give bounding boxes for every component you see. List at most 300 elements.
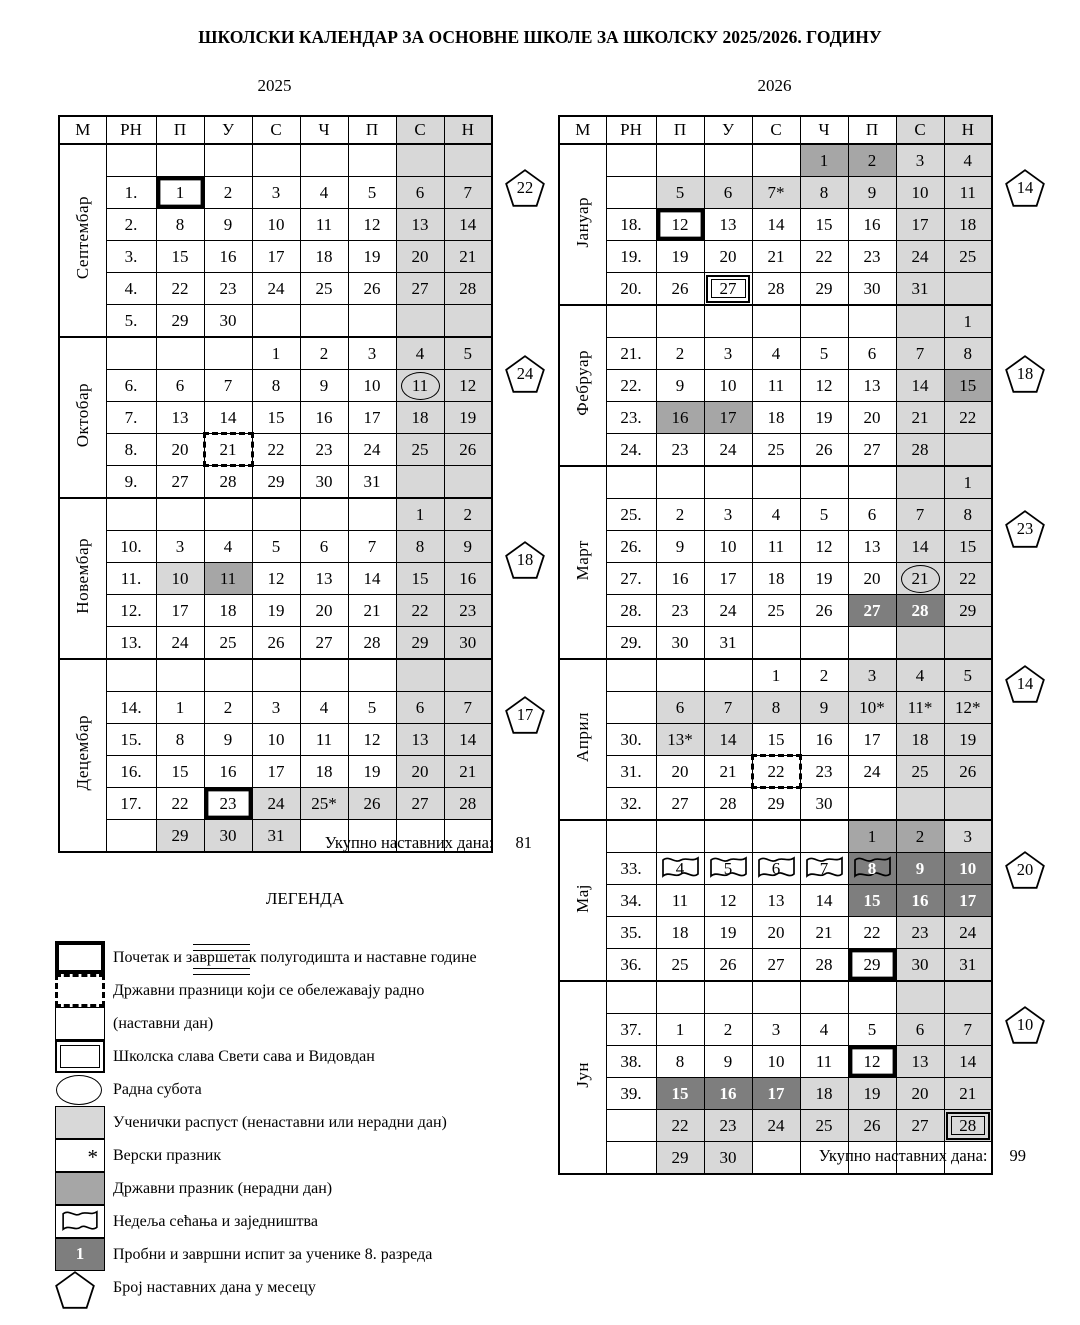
day-cell — [896, 531, 944, 563]
calendar-week-row — [559, 659, 992, 692]
day-number: 4 — [319, 697, 329, 717]
day-cell — [944, 595, 992, 627]
day-cell — [156, 788, 204, 820]
day-number: 13 — [863, 536, 881, 556]
day-cell — [348, 434, 396, 466]
day-number: 30 — [219, 310, 237, 330]
day-cell — [752, 659, 800, 692]
day-cell — [752, 499, 800, 531]
day-cell — [896, 434, 944, 467]
header-cell: Ч — [800, 116, 848, 144]
calendar-week-row — [559, 177, 992, 209]
calendar-week-row — [59, 370, 492, 402]
legend-item-label: Радна субота — [113, 1080, 202, 1098]
day-number: 6 — [675, 697, 685, 717]
day-cell — [752, 917, 800, 949]
day-cell — [752, 853, 800, 885]
day-number: 16 — [315, 407, 333, 427]
header-cell: У — [204, 116, 252, 144]
day-cell — [252, 724, 300, 756]
legend-item-label: Ученички распуст (ненаставни или нерадни дан) — [113, 1113, 447, 1131]
day-number: 2 — [675, 343, 685, 363]
day-cell — [156, 531, 204, 563]
day-cell — [300, 563, 348, 595]
day-number: 26 — [671, 278, 689, 298]
day-number: 28 — [219, 471, 237, 491]
calendar-week-row — [559, 1046, 992, 1078]
day-number: 14 — [959, 1051, 977, 1071]
day-number: 26 — [363, 278, 381, 298]
day-number: 11 — [767, 375, 785, 395]
week-ordinal-cell: 4. — [106, 273, 156, 305]
calendar-week-row — [559, 853, 992, 885]
day-number: 6 — [771, 858, 781, 878]
day-number: 16 — [911, 890, 929, 910]
day-number: 19 — [671, 246, 689, 266]
day-number: 19 — [267, 600, 285, 620]
month-label: Април — [572, 712, 592, 762]
week-ordinal-cell: 37. — [606, 1014, 656, 1046]
day-number: 2 — [819, 665, 829, 685]
day-number: 12* — [955, 697, 981, 717]
teaching-days-pentagon — [1005, 355, 1045, 393]
day-number: 29 — [671, 1147, 689, 1167]
legend-swatch-dash — [55, 974, 105, 1007]
week-ordinal-cell: 5. — [106, 305, 156, 338]
day-number: 19 — [719, 922, 737, 942]
day-number: 28 — [459, 278, 477, 298]
day-number: 29 — [815, 278, 833, 298]
day-number: 25 — [959, 246, 977, 266]
legend-swatch-exam: 1 — [55, 1238, 105, 1271]
day-number: 23 — [315, 439, 333, 459]
week-ordinal-cell: 22. — [606, 370, 656, 402]
day-cell — [944, 402, 992, 434]
teaching-days-count: 24 — [516, 363, 534, 383]
calendar-week-row — [59, 305, 492, 338]
day-cell — [656, 531, 704, 563]
day-cell — [204, 563, 252, 595]
day-cell — [800, 466, 848, 499]
day-number: 2 — [723, 1019, 733, 1039]
day-number: 22 — [171, 278, 189, 298]
day-number: 20 — [411, 761, 429, 781]
revision-mark — [193, 968, 250, 975]
day-cell — [800, 1014, 848, 1046]
day-number: 30 — [315, 471, 333, 491]
day-cell — [752, 885, 800, 917]
day-cell — [156, 466, 204, 499]
day-cell — [848, 305, 896, 338]
day-number: 2 — [867, 150, 877, 170]
day-cell — [800, 177, 848, 209]
teaching-days-pentagon — [1005, 851, 1045, 889]
day-number: 1 — [771, 665, 781, 685]
day-cell — [348, 692, 396, 724]
month-cell — [559, 305, 606, 466]
day-cell — [944, 466, 992, 499]
day-number: 23 — [863, 246, 881, 266]
calendar-week-row — [559, 627, 992, 660]
day-cell — [396, 177, 444, 209]
day-number: 17 — [363, 407, 381, 427]
day-cell — [656, 1078, 704, 1110]
calendar-table — [58, 115, 493, 853]
day-number: 9 — [223, 214, 233, 234]
teaching-days-pentagon — [505, 696, 545, 734]
day-number: 13 — [719, 214, 737, 234]
day-number: 14 — [767, 214, 785, 234]
legend-item — [55, 974, 615, 1007]
day-cell — [896, 209, 944, 241]
day-cell — [896, 1110, 944, 1142]
legend-item-label: Верски празник — [113, 1146, 222, 1164]
day-cell — [704, 177, 752, 209]
teaching-days-pentagon — [505, 541, 545, 579]
day-cell — [444, 370, 492, 402]
day-number: 8 — [175, 729, 185, 749]
day-cell — [752, 627, 800, 660]
day-number: 26 — [267, 632, 285, 652]
day-number: 31 — [267, 825, 285, 845]
day-cell — [704, 820, 752, 853]
day-number: 5 — [819, 343, 829, 363]
day-cell — [896, 466, 944, 499]
day-cell — [252, 273, 300, 305]
day-number: 4 — [819, 1019, 829, 1039]
calendar-week-row — [559, 756, 992, 788]
day-cell — [944, 1014, 992, 1046]
day-cell — [896, 949, 944, 982]
day-cell — [752, 724, 800, 756]
day-cell — [348, 209, 396, 241]
calendar-week-row — [59, 434, 492, 466]
day-number: 10 — [267, 214, 285, 234]
day-number: 24 — [171, 632, 189, 652]
day-cell — [896, 724, 944, 756]
day-number: 26 — [959, 761, 977, 781]
day-cell — [896, 370, 944, 402]
day-number: 26 — [719, 954, 737, 974]
week-ordinal-cell — [606, 466, 656, 499]
calendar-week-row — [559, 273, 992, 306]
day-number: 12 — [863, 1051, 881, 1071]
day-cell — [396, 370, 444, 402]
revision-mark — [193, 944, 250, 951]
day-cell — [704, 981, 752, 1014]
day-cell — [848, 724, 896, 756]
teaching-days-count: 18 — [516, 549, 534, 569]
calendar-week-row — [559, 241, 992, 273]
day-cell — [444, 337, 492, 370]
day-cell — [252, 144, 300, 177]
day-cell — [944, 338, 992, 370]
day-number: 26 — [863, 1115, 881, 1135]
legend-item-label: Недеља сећања и заједништва — [113, 1212, 318, 1230]
day-number: 21 — [815, 922, 833, 942]
day-cell — [704, 273, 752, 306]
day-number: 18 — [219, 600, 237, 620]
calendar-week-row — [59, 209, 492, 241]
day-number: 25 — [315, 278, 333, 298]
day-cell — [348, 724, 396, 756]
day-cell — [348, 402, 396, 434]
day-cell — [800, 241, 848, 273]
day-number: 12 — [671, 214, 689, 234]
day-number: 13 — [411, 729, 429, 749]
day-cell — [800, 273, 848, 306]
day-cell — [300, 595, 348, 627]
day-cell — [752, 241, 800, 273]
week-ordinal-cell — [606, 820, 656, 853]
day-cell — [156, 241, 204, 273]
day-cell — [656, 338, 704, 370]
day-number: 28 — [911, 439, 929, 459]
day-number: 16 — [671, 568, 689, 588]
day-cell — [156, 337, 204, 370]
week-ordinal-cell: 17. — [106, 788, 156, 820]
day-cell — [396, 498, 444, 531]
week-ordinal-cell: 30. — [606, 724, 656, 756]
legend-item-label: Државни празници који се обележавају радно — [113, 981, 425, 999]
day-number: 17 — [171, 600, 189, 620]
day-number: 20 — [171, 439, 189, 459]
calendar-week-row — [59, 595, 492, 627]
day-number: 11 — [411, 375, 429, 395]
day-cell — [848, 949, 896, 982]
day-cell — [944, 370, 992, 402]
day-number: 20 — [911, 1083, 929, 1103]
day-number: 7 — [915, 504, 925, 524]
month-cell — [59, 144, 106, 337]
day-number: 6 — [867, 504, 877, 524]
legend-item — [55, 1205, 615, 1238]
day-cell — [444, 209, 492, 241]
day-cell — [348, 531, 396, 563]
day-cell — [656, 1046, 704, 1078]
day-cell — [848, 692, 896, 724]
day-cell — [444, 756, 492, 788]
day-cell — [848, 177, 896, 209]
legend-item-label: Почетак и завршетак полугодишта и наставне године — [113, 949, 477, 967]
day-cell — [848, 370, 896, 402]
day-number: 24 — [911, 246, 929, 266]
day-cell — [300, 498, 348, 531]
day-cell — [396, 756, 444, 788]
week-ordinal-cell — [106, 498, 156, 531]
day-cell — [896, 177, 944, 209]
week-ordinal-cell — [606, 692, 656, 724]
calendar-week-row — [559, 692, 992, 724]
day-number: 24 — [767, 1115, 785, 1135]
day-cell — [752, 756, 800, 788]
day-cell — [944, 209, 992, 241]
day-cell — [156, 402, 204, 434]
day-number: 7 — [367, 536, 377, 556]
day-cell — [300, 692, 348, 724]
week-ordinal-cell: 9. — [106, 466, 156, 499]
calendar-week-row — [559, 949, 992, 982]
day-number: 23 — [671, 439, 689, 459]
day-cell — [252, 563, 300, 595]
day-cell — [896, 563, 944, 595]
day-number: 21 — [959, 1083, 977, 1103]
day-cell — [204, 273, 252, 305]
week-ordinal-cell: 36. — [606, 949, 656, 982]
day-cell — [896, 917, 944, 949]
month-label: Јун — [572, 1062, 592, 1088]
calendar-week-row — [559, 981, 992, 1014]
month-cell — [59, 659, 106, 852]
day-cell — [204, 788, 252, 820]
teaching-days-count: 10 — [1016, 1014, 1034, 1034]
week-ordinal-cell: 34. — [606, 885, 656, 917]
month-label: Мај — [572, 883, 592, 913]
day-cell — [396, 531, 444, 563]
day-number: 18 — [315, 761, 333, 781]
day-number: 6 — [915, 1019, 925, 1039]
legend-swatch-ellipse — [55, 1073, 105, 1106]
day-number: 14 — [911, 375, 929, 395]
calendar-week-row — [559, 305, 992, 338]
day-cell — [896, 659, 944, 692]
day-cell — [156, 627, 204, 660]
day-cell — [444, 595, 492, 627]
day-cell — [800, 917, 848, 949]
day-number: 11 — [959, 182, 976, 202]
day-number: 27 — [719, 278, 737, 298]
day-cell — [944, 627, 992, 660]
day-number: 19 — [363, 246, 381, 266]
week-ordinal-cell: 15. — [106, 724, 156, 756]
day-cell — [396, 273, 444, 305]
day-number: 25 — [815, 1115, 833, 1135]
day-number: 18 — [959, 214, 977, 234]
calendar-week-row — [559, 917, 992, 949]
day-cell — [848, 1014, 896, 1046]
week-ordinal-cell: 14. — [106, 692, 156, 724]
day-number: 1 — [175, 697, 185, 717]
day-number: 23 — [671, 600, 689, 620]
day-cell — [300, 466, 348, 499]
day-number: 16 — [671, 407, 689, 427]
teaching-days-pentagon — [1005, 1006, 1045, 1044]
day-cell — [704, 788, 752, 821]
day-number: 27 — [863, 600, 881, 620]
header-cell: С — [252, 116, 300, 144]
day-cell — [656, 466, 704, 499]
day-cell — [656, 177, 704, 209]
day-cell — [156, 563, 204, 595]
day-cell — [156, 659, 204, 692]
day-number: 24 — [863, 761, 881, 781]
day-cell — [348, 563, 396, 595]
day-number: 1 — [415, 504, 425, 524]
day-cell — [704, 627, 752, 660]
total-value: 99 — [1009, 1146, 1026, 1165]
calendar-week-row — [59, 144, 492, 177]
day-cell — [704, 531, 752, 563]
day-cell — [656, 434, 704, 467]
calendar-week-row — [59, 177, 492, 209]
day-number: 1 — [867, 826, 877, 846]
day-number: 17 — [863, 729, 881, 749]
day-cell — [944, 692, 992, 724]
header-cell: П — [156, 116, 204, 144]
day-number: 23 — [815, 761, 833, 781]
day-number: 1 — [675, 1019, 685, 1039]
day-cell — [348, 466, 396, 499]
day-cell — [348, 273, 396, 305]
header-cell: РН — [106, 116, 156, 144]
day-number: 23 — [219, 793, 237, 813]
day-number: 7* — [767, 182, 785, 202]
day-cell — [204, 692, 252, 724]
day-cell — [704, 724, 752, 756]
day-cell — [252, 498, 300, 531]
legend-swatch-pentagon — [55, 1271, 105, 1304]
day-cell — [848, 402, 896, 434]
month-cell — [559, 659, 606, 820]
day-number: 25 — [767, 600, 785, 620]
day-number: 23 — [911, 922, 929, 942]
day-cell — [396, 241, 444, 273]
week-ordinal-cell: 18. — [606, 209, 656, 241]
legend-swatch-plain — [55, 1007, 105, 1040]
day-number: 27 — [671, 793, 689, 813]
day-number: 11 — [315, 729, 333, 749]
day-number: 14 — [459, 729, 477, 749]
day-cell — [848, 627, 896, 660]
day-number: 1 — [175, 182, 185, 202]
day-cell — [444, 659, 492, 692]
day-cell — [396, 402, 444, 434]
day-cell — [704, 1078, 752, 1110]
day-cell — [848, 885, 896, 917]
day-number: 16 — [719, 1083, 737, 1103]
header-cell: Ч — [300, 116, 348, 144]
day-number: 17 — [911, 214, 929, 234]
day-number: 10 — [959, 858, 977, 878]
day-number: 1 — [963, 311, 972, 331]
day-number: 30 — [459, 632, 477, 652]
day-number: 4 — [771, 343, 781, 363]
day-number: 17 — [719, 568, 737, 588]
day-number: 16 — [459, 568, 477, 588]
day-cell — [848, 595, 896, 627]
day-number: 5 — [819, 504, 829, 524]
day-number: 29 — [767, 793, 785, 813]
day-number: 12 — [363, 214, 381, 234]
day-cell — [944, 724, 992, 756]
week-ordinal-cell: 29. — [606, 627, 656, 660]
day-cell — [300, 305, 348, 338]
day-number: 18 — [315, 246, 333, 266]
day-number: 2 — [915, 826, 925, 846]
calendar-week-row — [559, 885, 992, 917]
day-cell — [252, 627, 300, 660]
day-cell — [656, 305, 704, 338]
calendar-week-row — [59, 724, 492, 756]
day-cell — [752, 563, 800, 595]
day-cell — [944, 434, 992, 467]
day-number: 29 — [267, 471, 285, 491]
day-number: 22 — [411, 600, 429, 620]
day-cell — [752, 434, 800, 467]
calendar-week-row — [59, 563, 492, 595]
day-cell — [896, 305, 944, 338]
day-cell — [656, 981, 704, 1014]
